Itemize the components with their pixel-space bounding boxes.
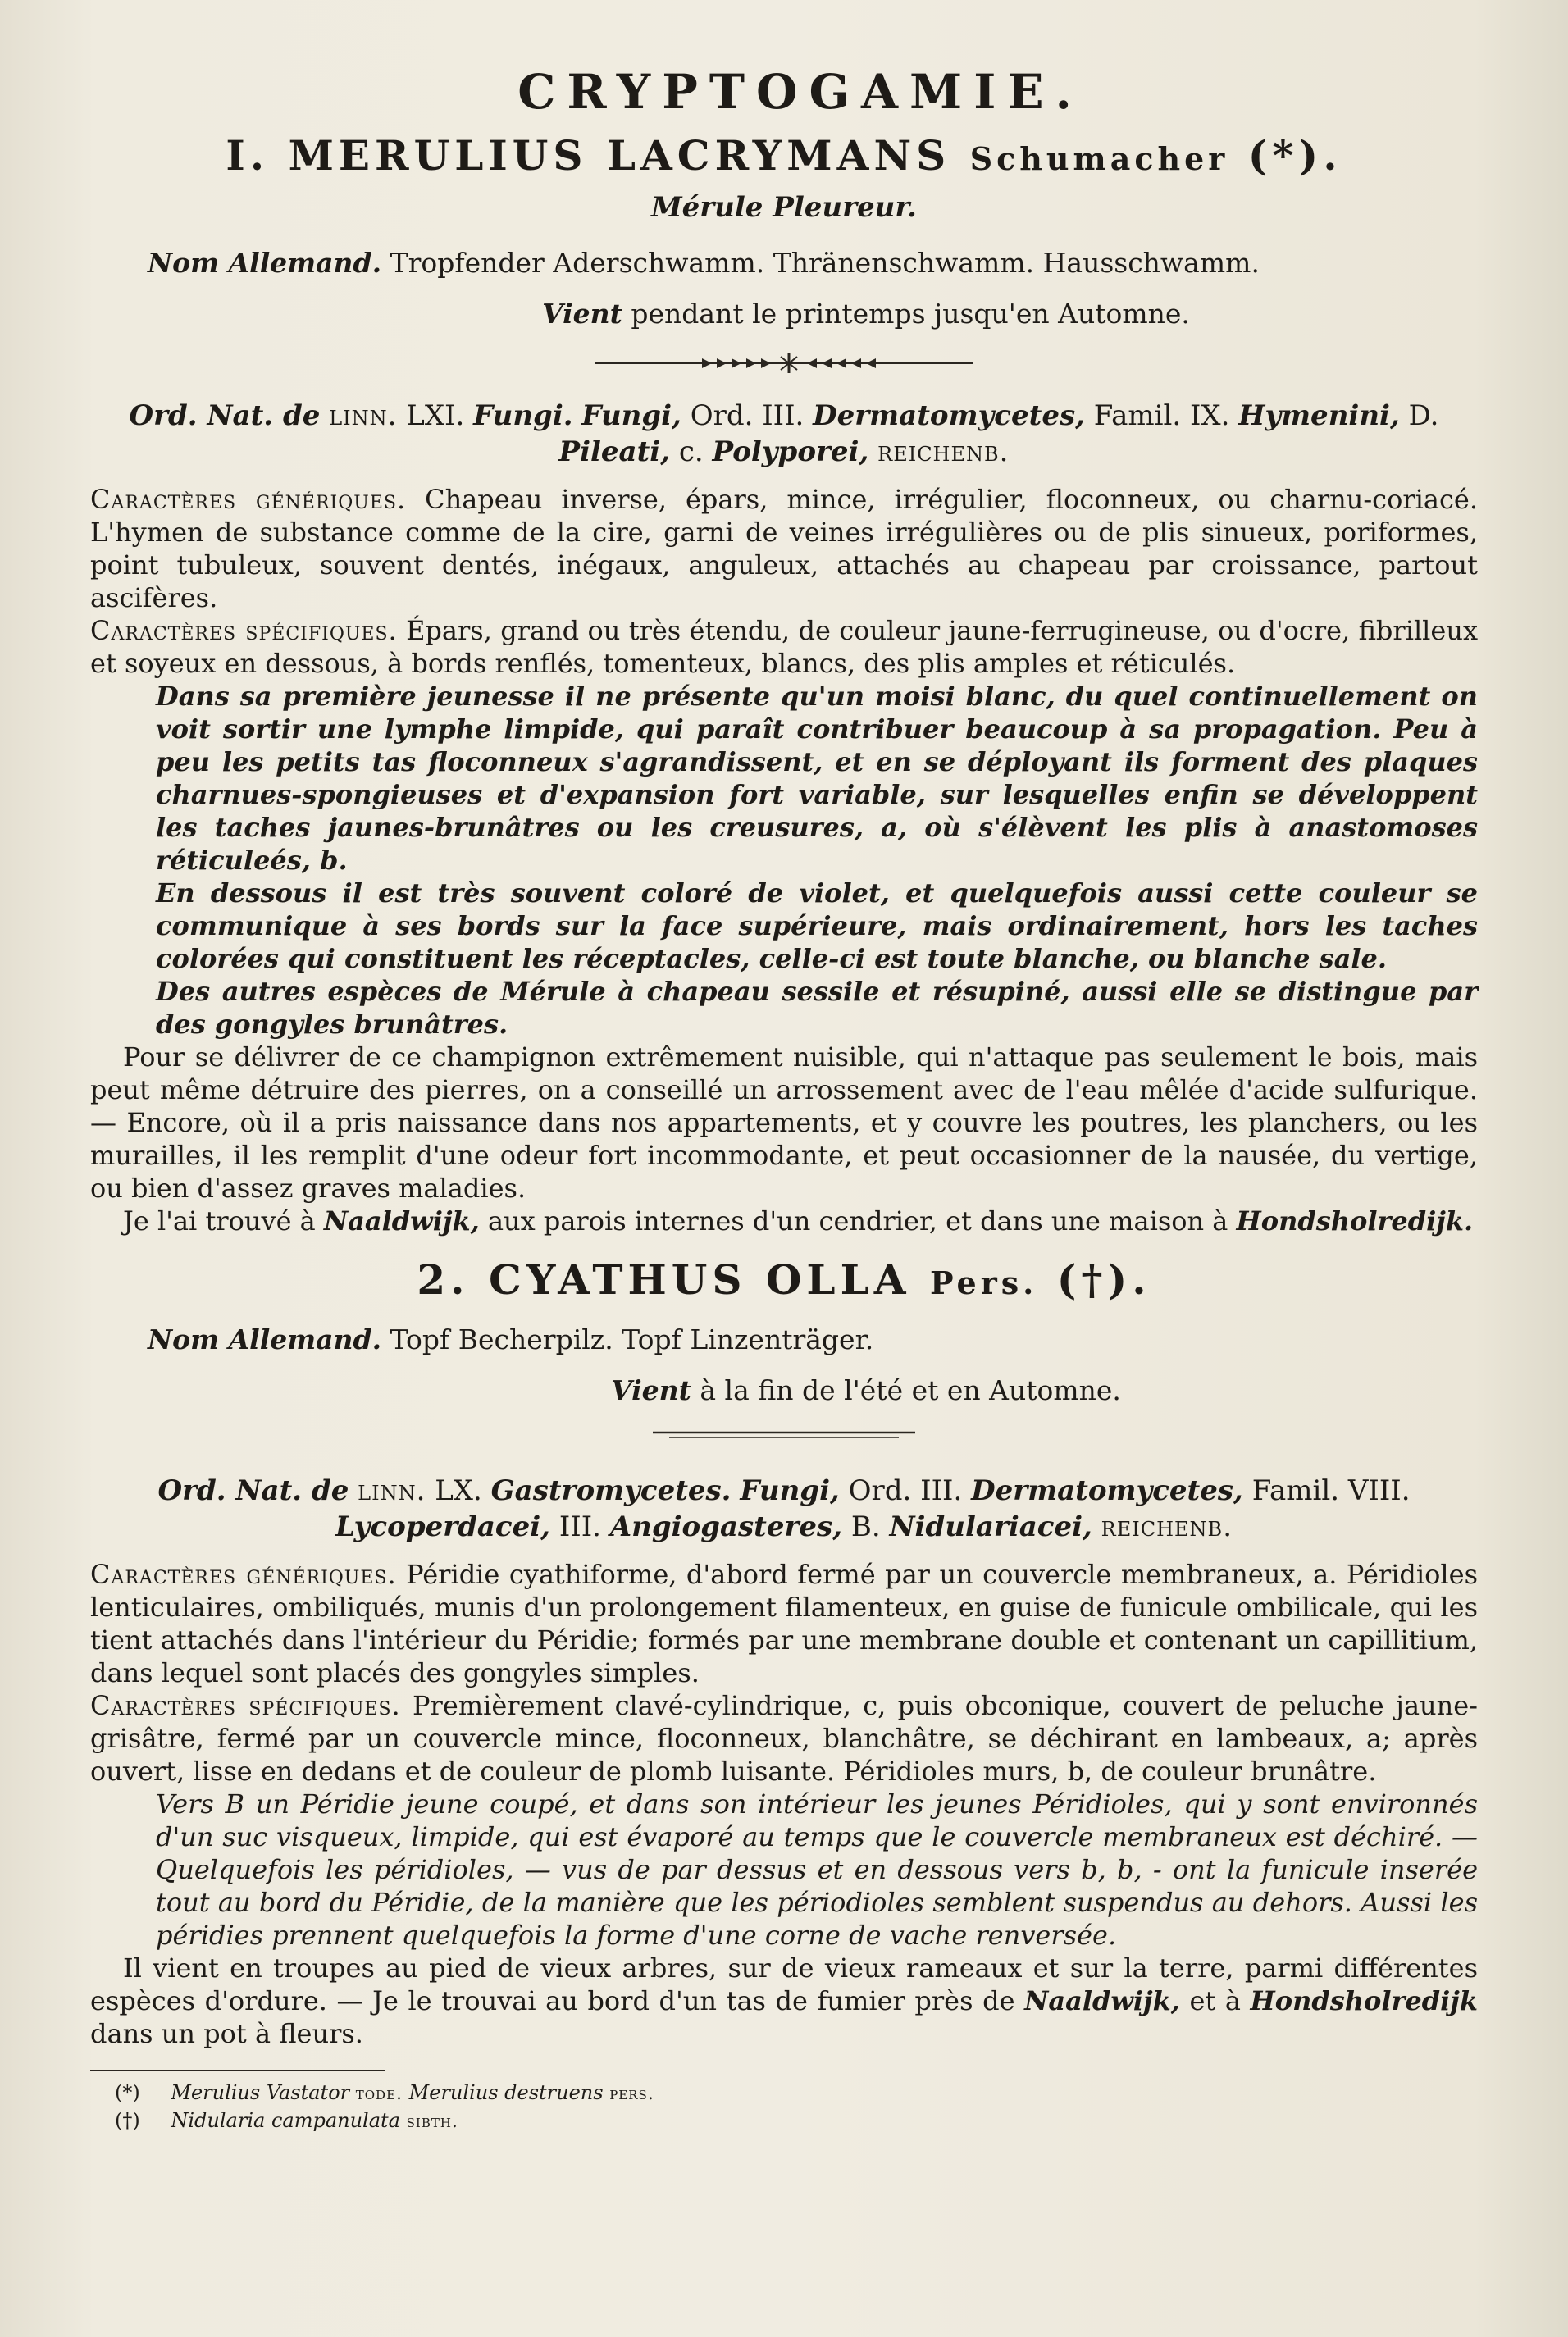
ord-tribe: Lycoperdacei, bbox=[335, 1510, 551, 1543]
location-place-1: Naaldwijk, bbox=[323, 1205, 480, 1237]
footnote-synonym-1: Merulius Vastator bbox=[171, 2081, 350, 2104]
location-place-2: Hondsholredijk bbox=[1250, 1985, 1479, 2016]
generic-text: Chapeau inverse, épars, mince, irrégulier, floconneux, ou charnu-coriacé. L'hymen de substance comme de la cire, garni de veines irrégulières ou de plis sinueux, poriformes, point tubuleux, souvent dentés, inégaux, anguleux, attachés au chapeau par croissance, partout ascifères. bbox=[90, 484, 1479, 613]
specific-text: Premièrement clavé-cylindrique, c, puis obconique, couvert de peluche jaune-grisâtre, fermé par un couvercle mince, floconneux, blanchâtre, se déchirant en lambeaux, a; après ouvert, lisse en dedans et de couleur de plomb luisante. Péridioles murs, b, de couleur brunâtre. bbox=[90, 1690, 1478, 1787]
species-1-season bbox=[254, 296, 1478, 332]
ord-order: Ord. III. bbox=[690, 399, 805, 432]
species-1-common-name: Mérule Pleureur. bbox=[650, 191, 917, 224]
ord-class: Gastromycetes. bbox=[490, 1474, 732, 1507]
species-1-specific-characters bbox=[90, 614, 1478, 680]
footnote-author-1: sibth. bbox=[406, 2112, 458, 2132]
species-1-heading bbox=[90, 131, 1478, 180]
species-2-author: Pers. bbox=[929, 1264, 1038, 1301]
ord-sub-letter: B. bbox=[850, 1510, 881, 1543]
footnote-mark: (*) bbox=[115, 2081, 140, 2104]
ord-sub-name: Nidulariacei, bbox=[889, 1510, 1092, 1543]
species-2-location bbox=[90, 1952, 1478, 2050]
location-text-c: dans un pot à fleurs. bbox=[90, 2018, 363, 2049]
species-1-name: I. MERULIUS LACRYMANS bbox=[226, 131, 951, 180]
location-text-b: aux parois internes d'un cendrier, et dans une maison à bbox=[487, 1205, 1228, 1237]
specific-label: Caractères spécifiques. bbox=[90, 615, 398, 646]
footnote-author-2: pers. bbox=[609, 2084, 654, 2104]
ord-authority: reichenb. bbox=[877, 435, 1010, 468]
species-2-description-1: Vers B un Péridie jeune coupé, et dans son intérieur les jeunes Péridioles, qui y sont environnés d'un suc visqueux, limpide, qui est évaporé au temps que le couvercle membraneux est déchiré. — Quelquefois les péridioles, — vus de par dessus et en dessous vers b, b, - ont la funicule inserée tout au bord du Péridie, de la manière que les périodioles semblent suspendus au dehors. Aussi les péridies prennent quelquefois la forme d'une corne de vache renversée. bbox=[156, 1788, 1478, 1951]
generic-label: Caractères génériques. bbox=[90, 1559, 397, 1590]
location-text-a: Je l'ai trouvé à bbox=[123, 1205, 316, 1237]
ord-sub: D. bbox=[1408, 399, 1439, 432]
species-1-description-3: Des autres espèces de Mérule à chapeau sessile et résupiné, aussi elle se distingue par des gongyles brunâtres. bbox=[156, 976, 1478, 1040]
vient-label: Vient bbox=[542, 298, 622, 330]
species-2-generic-characters bbox=[90, 1558, 1478, 1689]
vient-label: Vient bbox=[611, 1374, 691, 1406]
specific-text: Épars, grand ou très étendu, de couleur jaune-ferrugineuse, ou d'ocre, fibrilleux et soyeux en dessous, à bords renflés, tomenteux, blancs, des plis amples et réticulés. bbox=[90, 615, 1479, 679]
nom-label: Nom Allemand. bbox=[148, 1323, 382, 1355]
species-1-german-names bbox=[148, 245, 1478, 281]
ord-label: Ord. Nat. de bbox=[157, 1474, 349, 1507]
ord-class: Fungi. bbox=[473, 399, 573, 432]
ord-tribe-num: III. bbox=[558, 1510, 601, 1543]
footnote-synonym-2: Merulius destruens bbox=[408, 2081, 604, 2104]
ord-linn: linn. bbox=[329, 399, 398, 432]
species-2-season bbox=[254, 1373, 1478, 1409]
ord-group: Fungi, bbox=[581, 399, 681, 432]
double-rule-divider bbox=[653, 1430, 915, 1440]
footnote-author-1: tode. bbox=[355, 2084, 403, 2104]
ord-label: Ord. Nat. de bbox=[129, 399, 321, 432]
ord-num: LX. bbox=[435, 1474, 482, 1507]
species-1 bbox=[90, 131, 1478, 1237]
ord-group: Fungi, bbox=[740, 1474, 840, 1507]
ornament-divider bbox=[595, 353, 973, 373]
generic-text: Péridie cyathiforme, d'abord fermé par un couvercle membraneux, a. Péridioles lenticulaires, ombiliqués, munis d'un prolongement filamenteux, en guise de funicule ombilicale, qui les tient attachés dans l'intérieur du Péridie; formés par une membrane double et contenant un capillitium, dans lequel sont placés des gongyles simples. bbox=[90, 1559, 1479, 1688]
generic-label: Caractères génériques. bbox=[90, 484, 407, 515]
footnote-2 bbox=[115, 2107, 1478, 2135]
page-title: CRYPTOGAMIE. bbox=[517, 64, 1083, 120]
species-2-specific-characters bbox=[90, 1689, 1478, 1788]
ord-tribe: Pileati, bbox=[558, 435, 671, 468]
species-1-generic-characters bbox=[90, 483, 1478, 614]
footnote-1 bbox=[115, 2080, 1478, 2107]
ord-order: Ord. III. bbox=[848, 1474, 963, 1507]
species-1-description-1: Dans sa première jeunesse il ne présente qu'un moisi blanc, du quel continuellement on voit sortir une lymphe limpide, qui paraît contribuer beaucoup à sa propagation. Peu à peu les petits tas floconneux s'agrandissent, et en se déployant ils forment des plaques charnues-spongieuses et d'expansion fort variable, sur lesquelles enfin se développent les taches jaunes-brunâtres ou les creusures, a, où s'élèvent les plis à anastomoses réticuleés, b. bbox=[156, 681, 1478, 876]
location-place-1: Naaldwijk, bbox=[1024, 1985, 1180, 2016]
specific-label: Caractères spécifiques. bbox=[90, 1690, 401, 1721]
species-1-author: Schumacher bbox=[969, 140, 1229, 177]
species-1-classification bbox=[90, 398, 1478, 470]
species-2-heading bbox=[90, 1255, 1478, 1304]
species-2-classification bbox=[90, 1473, 1478, 1545]
ord-order-name: Dermatomycetes, bbox=[971, 1474, 1243, 1507]
location-text-a: Il vient en troupes au pied de vieux arbres, sur de vieux rameaux et sur la terre, parmi différentes espèces d'ordure. — Je le trouvai au bord d'un tas de fumier près de bbox=[90, 1952, 1478, 2016]
footnote-rule bbox=[90, 2070, 385, 2071]
footnote-synonym-1: Nidularia campanulata bbox=[171, 2109, 400, 2132]
ord-tribe-letter: c. bbox=[678, 435, 704, 468]
ord-family: Famil. VIII. bbox=[1251, 1474, 1411, 1507]
ord-order-name: Dermatomycetes, bbox=[813, 399, 1085, 432]
ord-subtribe: Polyporei, bbox=[712, 435, 869, 468]
species-1-remarks: Pour se délivrer de ce champignon extrêmement nuisible, qui n'attaque pas seulement le bois, mais peut même détruire des pierres, on a conseillé un arrossement avec de l'eau mêlée d'acide sulfurique. — Encore, où il a pris naissance dans nos appartements, et y couvre les poutres, les planchers, ou les murailles, il les remplit d'une odeur fort incommodante, et peut occasionner de la nausée, du vertige, ou bien d'assez graves maladies. bbox=[90, 1041, 1478, 1204]
footnote-mark: (†) bbox=[115, 2109, 140, 2132]
species-2 bbox=[90, 1255, 1478, 2050]
ord-authority: reichenb. bbox=[1101, 1510, 1233, 1543]
species-1-mark: (*). bbox=[1247, 131, 1342, 180]
species-2-german-names bbox=[148, 1322, 1478, 1358]
location-place-2: Hondsholredijk. bbox=[1236, 1205, 1474, 1237]
vient-text: à la fin de l'été et en Automne. bbox=[700, 1374, 1121, 1406]
vient-text: pendant le printemps jusqu'en Automne. bbox=[631, 298, 1190, 330]
species-1-location bbox=[90, 1205, 1478, 1237]
species-2-mark: (†). bbox=[1056, 1255, 1151, 1304]
location-text-b: et à bbox=[1189, 1985, 1241, 2016]
ord-family-name: Hymenini, bbox=[1238, 399, 1400, 432]
nom-label: Nom Allemand. bbox=[148, 247, 382, 279]
ord-family: Famil. IX. bbox=[1093, 399, 1230, 432]
ord-linn: linn. bbox=[358, 1474, 426, 1507]
ord-subtribe: Angiogasteres, bbox=[609, 1510, 843, 1543]
nom-text: Topf Becherpilz. Topf Linzenträger. bbox=[390, 1323, 874, 1355]
ord-num: LXI. bbox=[406, 399, 465, 432]
nom-text: Tropfender Aderschwamm. Thränenschwamm. Hausschwamm. bbox=[390, 247, 1260, 279]
species-1-description-2: En dessous il est très souvent coloré de violet, et quelquefois aussi cette couleur se communique à ses bords sur la face supérieure, mais ordinairement, hors les taches colorées qui constituent les réceptacles, celle-ci est toute blanche, ou blanche sale. bbox=[156, 877, 1478, 974]
species-2-name: 2. CYATHUS OLLA bbox=[417, 1255, 911, 1304]
